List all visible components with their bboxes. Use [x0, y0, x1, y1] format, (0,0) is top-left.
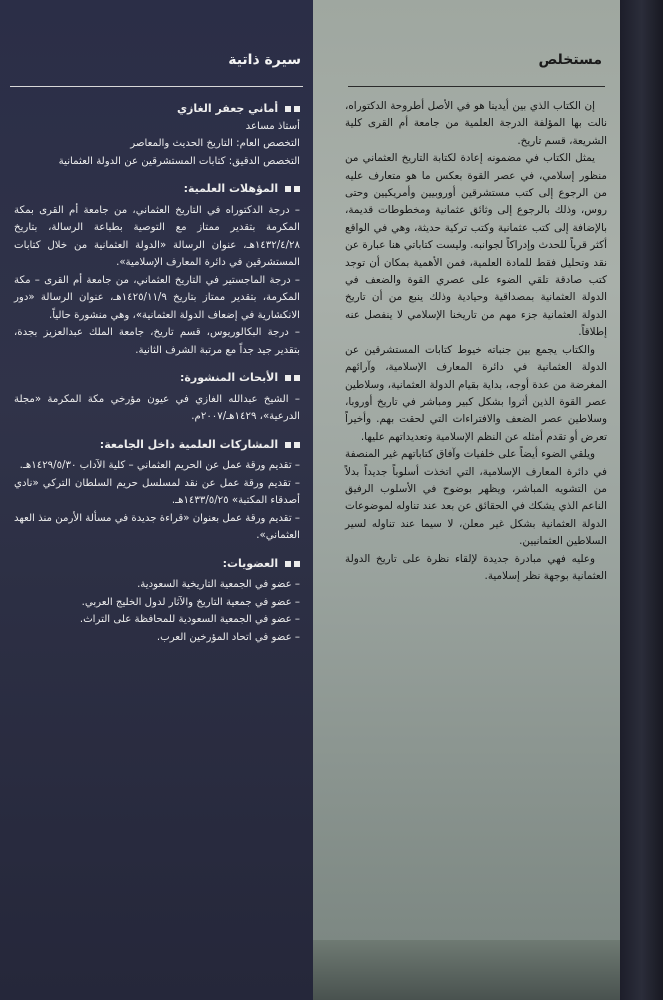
- list-item: – تقديم ورقة عمل عن الحريم العثماني – كلية الآداب ١٤٢٩/٥/٣٠هـ.: [19, 460, 300, 471]
- section-heading-qualifications: المؤهلات العلمية:: [14, 180, 300, 198]
- section-heading-participations: المشاركات العلمية داخل الجامعة:: [14, 436, 300, 454]
- list-item: – الشيخ عبدالله الغازي في عيون مؤرخي مكة المكرمة «مجلة الدرعية»، ١٤٢٩هـ/٢٠٠٧م.: [14, 393, 300, 422]
- list-item: – درجة الماجستير في التاريخ العثماني، من جامعة أم القرى – مكة المكرمة، بتقدير ممتاز بتاريخ ١٤٢٥/١١/٩هـ، عنوان الرسالة «دور الانكشارية في إضعاف الدولة العثمانية»، وهي منشورة حالياً.: [14, 274, 300, 321]
- abstract-divider: [348, 86, 605, 87]
- abstract-body: [345, 98, 607, 585]
- detailed-specialization: التخصص الدقيق: كتابات المستشرقين عن الدولة العثمانية: [58, 155, 300, 167]
- list-item: – عضو في الجمعية التاريخية السعودية.: [137, 579, 300, 590]
- bullet-square-icon: [285, 442, 291, 448]
- abstract-panel-footer: [313, 940, 620, 1000]
- section-heading-publications: الأبحاث المنشورة:: [14, 369, 300, 387]
- biography-divider: [10, 86, 303, 87]
- author-name-row: [14, 100, 300, 118]
- list-item: – درجة البكالوريوس، قسم تاريخ، جامعة الملك عبدالعزيز بجدة، بتقدير جيد جداً مع مرتبة الشرف الثانية.: [14, 327, 300, 356]
- bullet-square-icon: [285, 375, 291, 381]
- biography-heading: سيرة ذاتية: [228, 52, 301, 68]
- list-item: – تقديم ورقة عمل بعنوان «قراءة جديدة في مسألة الأرمن منذ العهد العثماني».: [14, 512, 300, 541]
- bullet-square-icon: [294, 442, 300, 448]
- list-item: – عضو في اتحاد المؤرخين العرب.: [156, 631, 300, 643]
- bullet-square-icon: [294, 186, 300, 192]
- general-specialization: التخصص العام: التاريخ الحديث والمعاصر: [130, 138, 300, 149]
- list-item: – عضو في الجمعية السعودية للمحافظة على التراث.: [79, 614, 300, 625]
- biography-body: [14, 100, 300, 646]
- bullet-square-icon: [285, 561, 291, 567]
- abstract-paragraph: وعليه فهي مبادرة جديدة لإلقاء نظرة على تاريخ الدولة العثمانية بوجهة نظر إسلامية.: [345, 552, 607, 582]
- list-item: – عضو في جمعية التاريخ والآثار لدول الخليج العربي.: [81, 596, 300, 608]
- bullet-square-icon: [294, 375, 300, 381]
- list-item: – تقديم ورقة عمل عن نقد لمسلسل حريم السلطان التركي «نادي أصدقاء المكتبة» ١٤٣٣/٥/٢٥هـ.: [14, 477, 300, 506]
- author-title: أستاذ مساعد: [245, 120, 300, 132]
- bullet-square-icon: [294, 106, 300, 112]
- author-name: أماني جعفر الغازي: [176, 102, 279, 115]
- bullet-square-icon: [294, 561, 300, 567]
- section-heading-memberships: العضويات:: [14, 555, 300, 573]
- abstract-paragraph: والكتاب يجمع بين جنباته خيوط كتابات المستشرقين عن الدولة العثمانية في دائرة المعارف الإسلامية، وآرائهم المغرضة من عدة أوجه، بداية بقيام الدولة العثمانية، وسلاطين عصر القوة الذين أثروا بشكل كبير ومباشر في تاريخ أوروبا، وسلاطين عصر الضعف والافتراءات التي لحقت بهم. وأخيراً تعرض أو تقدم أمثله عن النظم الإسلامية وتعديداتهم عليها.: [345, 343, 607, 443]
- abstract-paragraph: إن الكتاب الذي بين أيدينا هو في الأصل أطروحة الدكتوراه، نالت بها المؤلفة الدرجة العلمية من جامعة أم القرى كلية الشريعة، قسم تاريخ.: [345, 100, 607, 147]
- list-item: – درجة الدكتوراه في التاريخ العثماني، من جامعة أم القرى بمكة المكرمة بتقدير ممتاز مع التوصية بطباعة الرسالة، بتاريخ ١٤٣٢/٤/٢٨هـ، عنوان الرسالة «الدولة العثمانية من خلال كتابات المستشرقين في دائرة المعارف الإسلامية».: [14, 204, 300, 268]
- abstract-paragraph: ويلقي الضوء أيضاً على خلفيات وآفاق كتاباتهم غير المنصفة في دائرة المعارف الإسلامية، التي اتخذت أسلوباً جديداً بدلاً من التشويه المباشر، ويظهر بوضوح في الأسلوب الرفيق الناعم الذي يشكك في الحقائق عن بعد عند تناوله لموضوعات الدولة العثمانية بشكل غير معلن، لا سيما عند تناوله لسير السلاطين العثمانيين.: [345, 448, 607, 548]
- abstract-heading: مستخلص: [538, 52, 602, 68]
- bullet-square-icon: [285, 106, 291, 112]
- cover-edge: [620, 0, 663, 1000]
- bullet-square-icon: [285, 186, 291, 192]
- abstract-paragraph: يمثل الكتاب في مضمونه إعادة لكتابة التاريخ العثماني من منظور إسلامي، في عصر القوة بعكس ما هو متعارف عليه من الرجوع إلى كتب مستشرقين أوروبيين وأمريكيين وحتى روس، وذلك بالرجوع إلى وثائق عثمانية ومخطوطات قديمة، بالإضافة إلى كتب عثمانية وكتب تركية حديثة، وهي في الواقع أكثر قرباً للحدث وإدراكاً لجوانبه. وليست كتاباتي هنا عبارة عن نقد وتحليل فقط للمادة العلمية، فمن الأهمية بمكان أن توجد كتب صادقة تلقي الضوء على عصري القوة والضعف في الدولة العثمانية بمصداقية وحيادية وذلك ينبع من أن تاريخ الدولة العثمانية جزء مهم من تاريخنا الإسلامي لا ينفصل عنه إطلاقاً.: [345, 152, 607, 339]
